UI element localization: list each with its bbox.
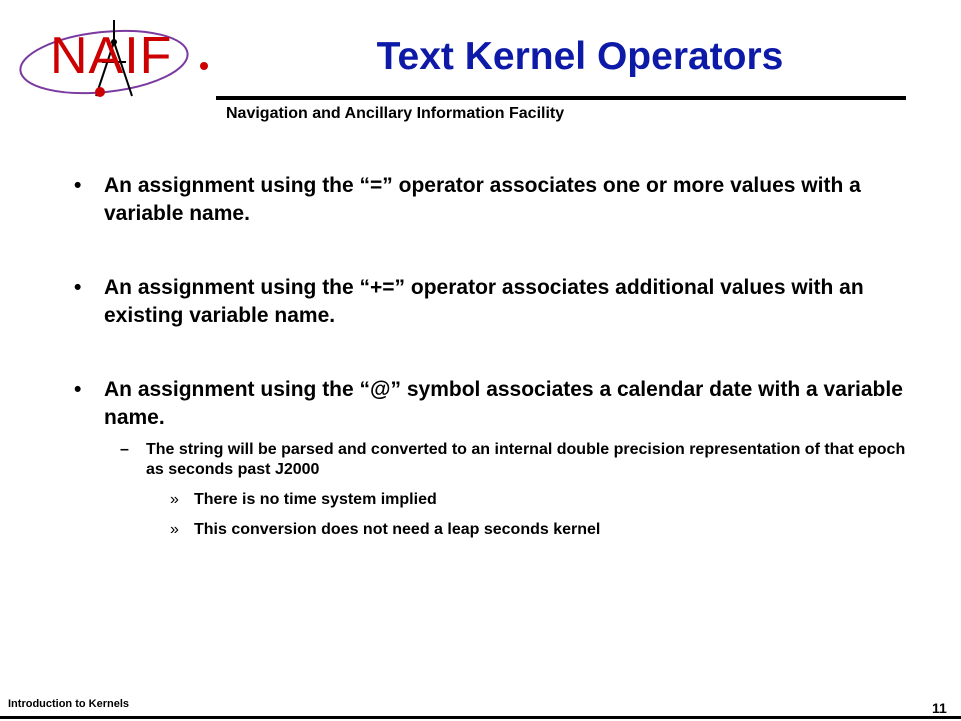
sub-bullet-text: The string will be parsed and converted to an internal double precision representation of that epoch as seconds past J2000 [146, 441, 906, 478]
sub-sub-bullet-item [70, 520, 920, 540]
bullet-marker: • [74, 276, 82, 299]
logo-text: NAIF [50, 27, 173, 85]
page-number: 11 [932, 700, 947, 716]
bullet-text: An assignment using the “@” symbol associates a calendar date with a variable name. [104, 378, 903, 429]
bullet-item [70, 376, 920, 432]
sub-bullet-item [70, 440, 920, 480]
title-divider [216, 96, 906, 100]
sub-sub-bullet-marker: » [170, 491, 179, 508]
bullet-marker: • [74, 378, 82, 401]
sub-sub-bullet-text: This conversion does not need a leap seconds kernel [194, 521, 601, 538]
sub-sub-bullet-text: There is no time system implied [194, 491, 437, 508]
bullet-text: An assignment using the “=” operator associates one or more values with a variable name. [104, 174, 861, 225]
bullet-text: An assignment using the “+=” operator associates additional values with an existing variable name. [104, 276, 864, 327]
slide-content [70, 172, 920, 550]
bullet-item [70, 274, 920, 330]
sub-sub-bullet-marker: » [170, 521, 179, 538]
bullet-marker: • [74, 174, 82, 197]
footer-divider [0, 716, 961, 719]
naif-logo [18, 18, 218, 110]
page-subtitle: Navigation and Ancillary Information Facility [226, 105, 565, 122]
sub-bullet-marker: – [120, 441, 129, 458]
sub-sub-bullet-item [70, 490, 920, 510]
bullet-item [70, 172, 920, 228]
page-title: Text Kernel Operators [376, 35, 784, 78]
footer-label: Introduction to Kernels [8, 698, 129, 710]
